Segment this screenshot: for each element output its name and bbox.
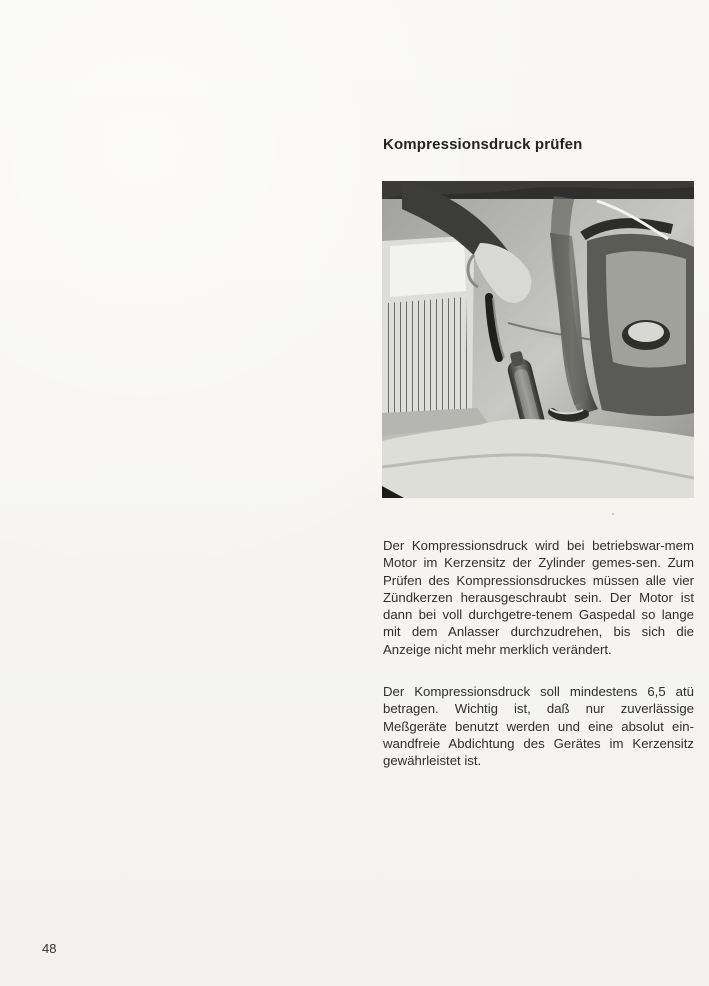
engine-photo: [382, 181, 694, 498]
paragraph-1: Der Kompressionsdruck wird bei betriebswar-mem Motor im Kerzensitz der Zylinder gemes-sen. Zum Prüfen des Kompressionsdruckes müssen alle vier Zündkerzen herausgeschraubt sein. Der Motor ist dann bei voll durchgetre-tenem Gaspedal so lange mit dem Anlasser durchzudrehen, bis sich die Anzeige nicht mehr merklich verändert.: [383, 538, 694, 657]
page-number: 48: [42, 941, 57, 956]
paragraph-2: Der Kompressionsdruck soll mindestens 6,5 atü betragen. Wichtig ist, daß nur zuverlässige Meßgeräte benutzt werden und eine absolut ein-wandfreie Abdichtung des Gerätes im Kerzensitz gewährleistet ist.: [383, 684, 694, 769]
section-heading: Kompressionsdruck prüfen: [383, 136, 583, 153]
engine-photo-illustration: [382, 181, 694, 498]
paper-speck: [458, 689, 459, 690]
paper-speck: [612, 513, 614, 515]
